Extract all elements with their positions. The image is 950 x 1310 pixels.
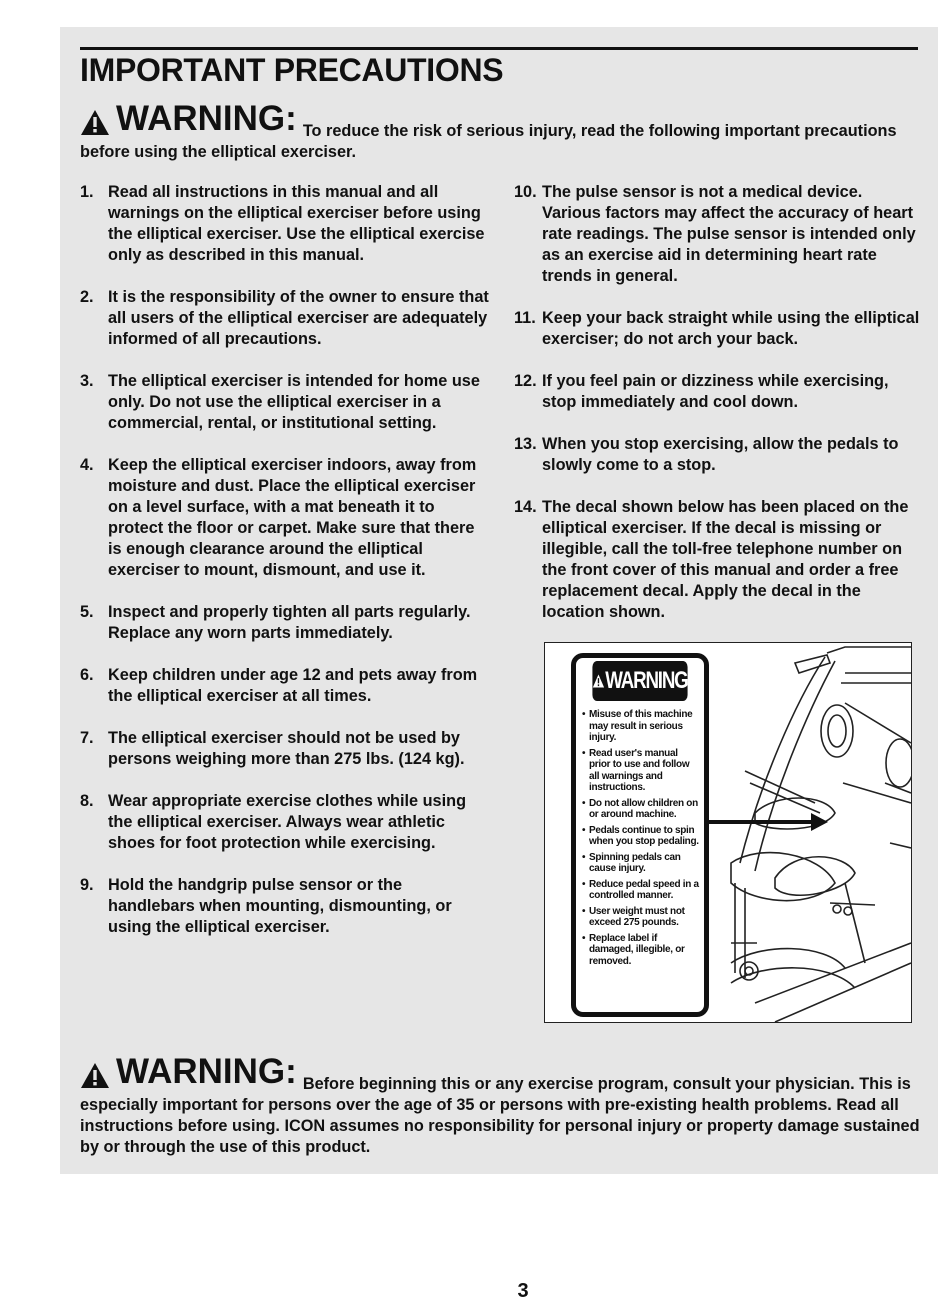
bottom-warning: [80, 1052, 920, 1158]
decal-heading: [592, 661, 687, 701]
arrow-icon: [695, 813, 828, 831]
precaution-item: [80, 602, 490, 644]
decal-bullet-text: Spinning pedals can cause injury.: [589, 851, 681, 874]
warning-label: WARNING:: [116, 1052, 297, 1091]
decal-bullet: • Do not allow children on or around machine.: [582, 798, 700, 821]
decal-bullet-text: Do not allow children on or around machine.: [589, 797, 698, 820]
precaution-text: It is the responsibility of the owner to ensure that all users of the elliptical exerciser are adequately informed of all precautions.: [108, 288, 489, 348]
decal-bullet: • Pedals continue to spin when you stop pedaling.: [582, 824, 699, 847]
warning-triangle-icon: [80, 1062, 110, 1089]
decal-bullet-list: [576, 709, 704, 967]
warning-triangle-icon: [80, 109, 110, 136]
precaution-text: Read all instructions in this manual and all warnings on the elliptical exerciser before using the elliptical exerciser. Use the elliptical exercise only as described in this manual.: [108, 183, 485, 264]
decal-bullet-text: Reduce pedal speed in a controlled manner.: [589, 878, 699, 901]
precaution-item: [80, 728, 490, 770]
warning-decal: [571, 653, 709, 1017]
precaution-number: 10.: [514, 183, 537, 201]
decal-bullet-text: Pedals continue to spin when you stop pedaling.: [589, 824, 699, 847]
warning-text: Before beginning this or any exercise program, consult your physician. This is especially important for persons over the age of 35 or persons with pre-existing health problems. Read all instructions before using. ICON assumes no responsibility for personal injury or property damage sustained by or through the use of this product.: [80, 1075, 920, 1156]
precaution-text: Keep the elliptical exerciser indoors, away from moisture and dust. Place the elliptical exerciser on a level surface, with a mat beneath it to protect the floor or carpet. Make sure that there is enough clearance around the elliptical exerciser to mount, dismount, and use it.: [108, 456, 477, 579]
decal-heading-text: WARNING: [605, 667, 688, 694]
precaution-text: The elliptical exerciser should not be used by persons weighing more than 275 lbs. (124 kg).: [108, 729, 465, 768]
precaution-number: 6.: [80, 666, 94, 684]
warning-label: WARNING:: [116, 99, 297, 138]
warning-text: To reduce the risk of serious injury, read the following important precautions before using the elliptical exerciser.: [80, 122, 897, 161]
precaution-item: [80, 455, 490, 581]
decal-bullet-text: Replace label if damaged, illegible, or removed.: [589, 932, 685, 967]
right-precautions-list: [514, 182, 922, 644]
precaution-item: [514, 497, 922, 623]
precaution-text: Inspect and properly tighten all parts regularly. Replace any worn parts immediately.: [108, 603, 471, 642]
precaution-item: [514, 308, 922, 350]
precaution-item: [514, 434, 922, 476]
precaution-text: Keep your back straight while using the elliptical exerciser; do not arch your back.: [542, 309, 920, 348]
decal-bullet-text: User weight must not exceed 275 pounds.: [589, 905, 685, 928]
precaution-item: [80, 875, 490, 938]
decal-bullet-text: Read user's manual prior to use and follow all warnings and instructions.: [589, 747, 690, 793]
precaution-item: [80, 371, 490, 434]
precaution-text: The elliptical exerciser is intended for home use only. Do not use the elliptical exerciser in a commercial, rental, or institutional setting.: [108, 372, 480, 432]
precaution-item: [80, 287, 490, 350]
decal-bullet: • Spinning pedals can cause injury.: [582, 852, 700, 875]
top-warning: [80, 99, 920, 163]
decal-bullet: • User weight must not exceed 275 pounds.: [582, 906, 700, 929]
precaution-number: 13.: [514, 435, 537, 453]
decal-illustration: [544, 642, 912, 1023]
title-rule: [80, 47, 918, 50]
decal-bullet-text: Misuse of this machine may result in serious injury.: [589, 709, 693, 743]
precaution-text: When you stop exercising, allow the pedals to slowly come to a stop.: [542, 435, 899, 474]
decal-bullet: • Misuse of this machine may result in serious injury.: [582, 709, 700, 744]
precaution-number: 14.: [514, 498, 537, 516]
decal-bullet: • Reduce pedal speed in a controlled manner.: [582, 878, 699, 901]
precaution-text: Wear appropriate exercise clothes while using the elliptical exerciser. Always wear athletic shoes for foot protection while exercising.: [108, 792, 467, 852]
decal-warning-triangle-icon: [592, 671, 604, 691]
precaution-number: 8.: [80, 792, 94, 810]
precaution-item: [80, 791, 490, 854]
precaution-number: 3.: [80, 372, 94, 390]
precaution-number: 9.: [80, 876, 94, 894]
precaution-number: 1.: [80, 183, 94, 201]
precaution-text: The pulse sensor is not a medical device. Various factors may affect the accuracy of heart rate readings. The pulse sensor is intended only as an exercise aid in determining heart rate trends in general.: [542, 183, 916, 285]
precaution-item: [80, 182, 490, 266]
precaution-item: [514, 182, 922, 287]
precaution-text: The decal shown below has been placed on the elliptical exerciser. If the decal is missing or illegible, call the toll-free telephone number on the front cover of this manual and order a free replacement decal. Apply the decal in the location shown.: [542, 498, 909, 621]
precaution-item: [80, 665, 490, 707]
precaution-text: Hold the handgrip pulse sensor or the handlebars when mounting, dismounting, or using the elliptical exerciser.: [108, 876, 452, 936]
precaution-number: 12.: [514, 372, 537, 390]
precaution-number: 7.: [80, 729, 94, 747]
precaution-number: 4.: [80, 456, 94, 474]
page-title: IMPORTANT PRECAUTIONS: [80, 52, 504, 88]
precaution-item: [514, 371, 922, 413]
left-precautions-list: [80, 182, 490, 959]
precaution-text: If you feel pain or dizziness while exercising, stop immediately and cool down.: [542, 372, 889, 411]
precaution-text: Keep children under age 12 and pets away from the elliptical exerciser at all times.: [108, 666, 478, 705]
decal-bullet: • Read user's manual prior to use and follow all warnings and instructions.: [582, 748, 700, 794]
decal-bullet: • Replace label if damaged, illegible, or removed.: [582, 933, 700, 968]
page-number: 3: [517, 1280, 529, 1302]
precaution-number: 11.: [514, 309, 536, 327]
precaution-number: 5.: [80, 603, 94, 621]
precaution-number: 2.: [80, 288, 94, 306]
